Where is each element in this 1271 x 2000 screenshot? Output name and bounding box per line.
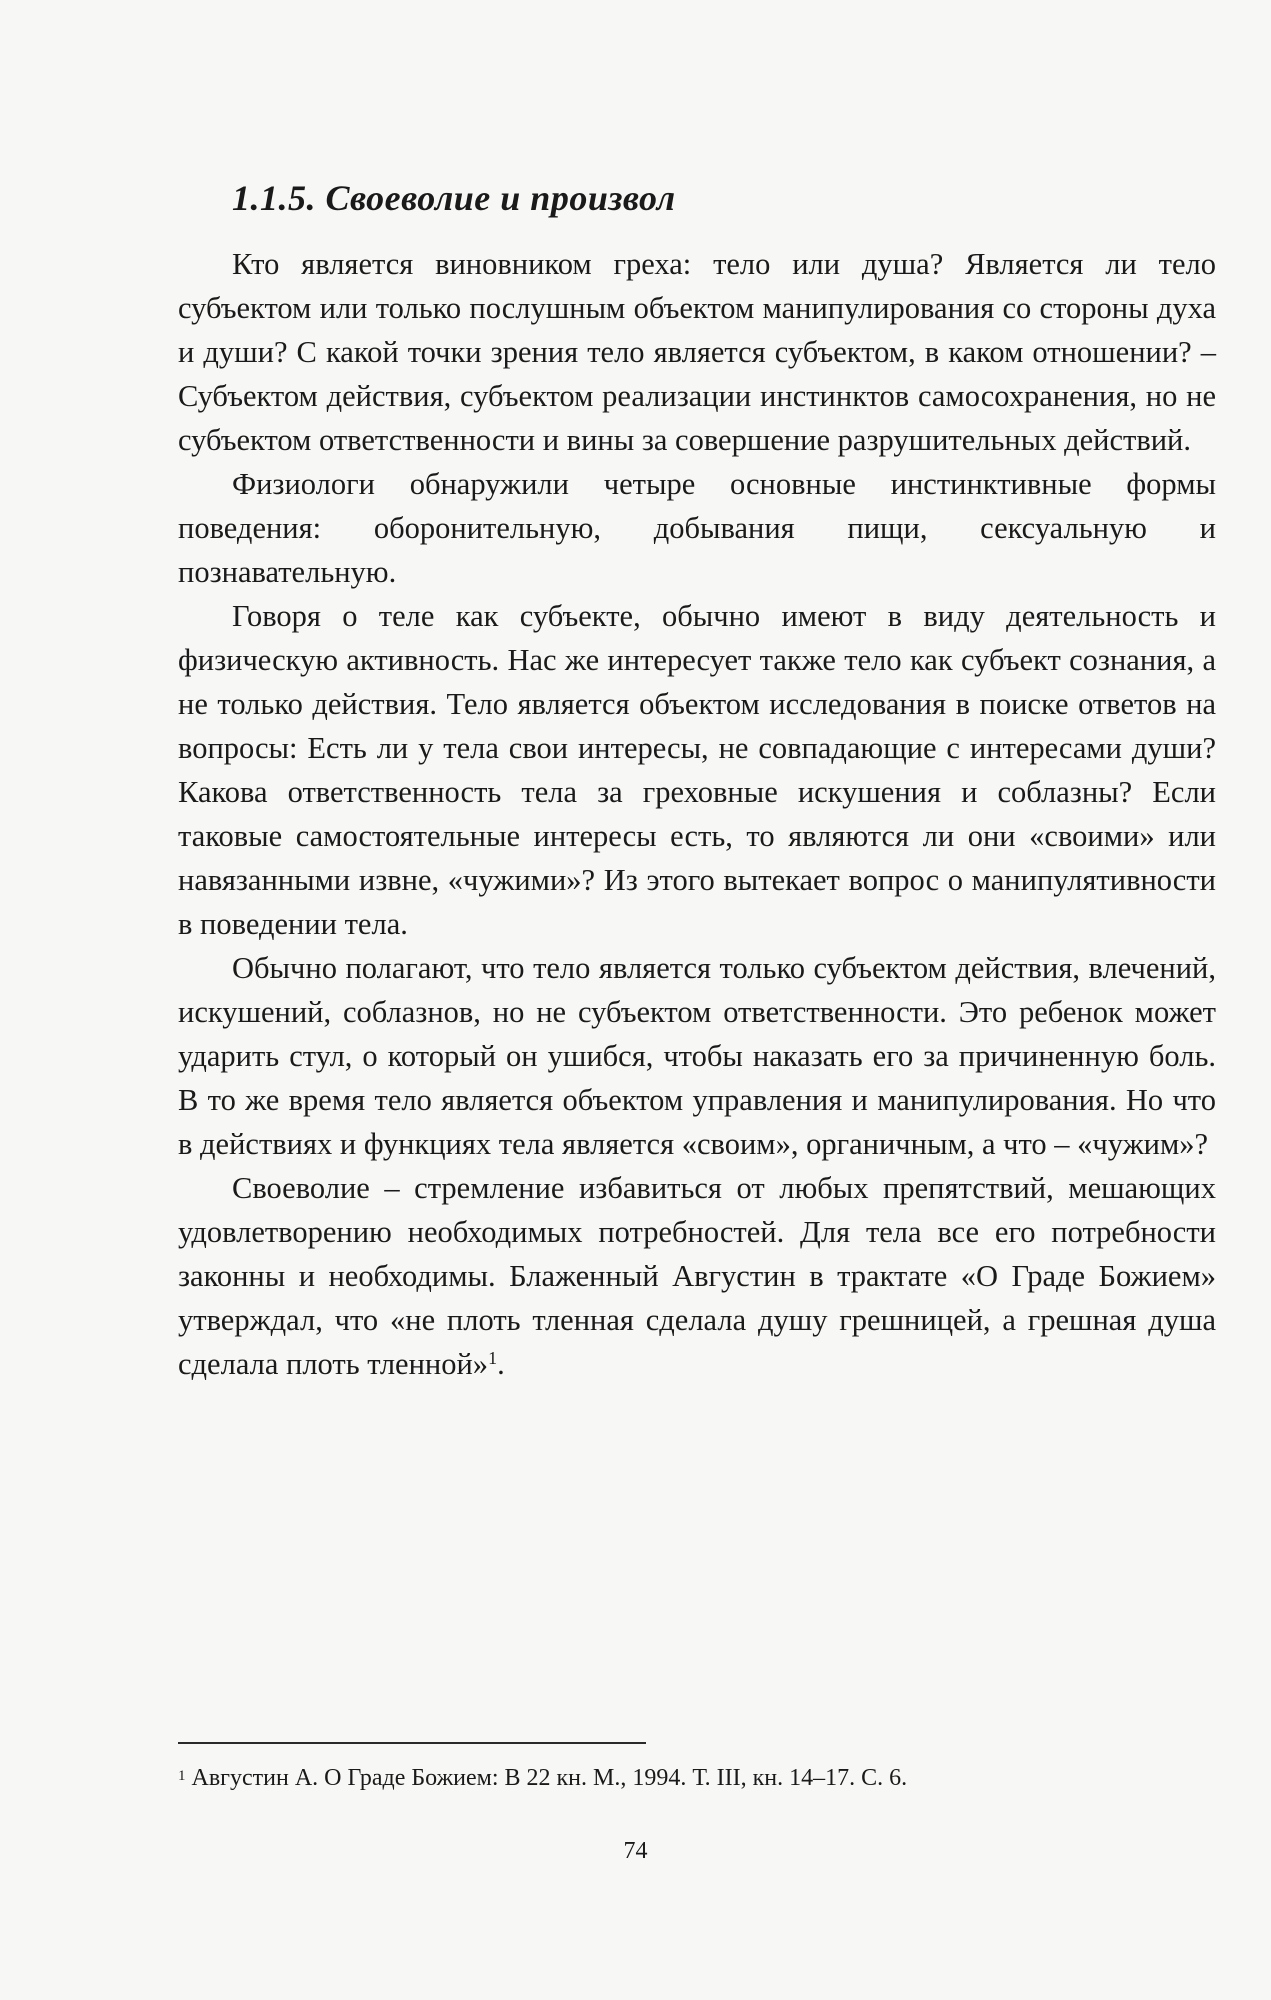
paragraph-2: Физиологи обнаружили четыре основные инстинктивные формы поведения: оборонительную, добывания пищи, сексуальную и познавательную. [178,467,1216,589]
paragraph-1: Кто является виновником греха: тело или душа? Является ли тело субъектом или только послушным объектом манипулирования со стороны духа и души? С какой точки зрения тело является субъектом, в каком отношении? – Субъектом действия, субъектом реализации инстинктов самосохранения, но не субъектом ответственности и вины за совершение разрушительных действий. [178,247,1216,457]
footnote-reference: 1 [488,1348,498,1368]
paragraph-5-text: Своеволие – стремление избавиться от любых препятствий, мешающих удовлетворению необходимых потребностей. Для тела все его потребности законны и необходимы. Блаженный Августин в трактате «О Граде Божием» утверждал, что «не плоть тленная сделала душу грешницей, а грешная душа сделала плоть тленной» [178,1171,1216,1381]
footnote [178,1762,1218,1794]
paragraph-4: Обычно полагают, что тело является только субъектом действия, влечений, искушений, соблазнов, но не субъектом ответственности. Это ребенок может ударить стул, о который он ушибся, чтобы наказать его за причиненную боль. В то же время тело является объектом управления и манипулирования. Но что в действиях и функциях тела является «своим», органичным, а что – «чужим»? [178,951,1216,1161]
body-text [178,242,1216,1386]
footnote-mark: 1 [178,1768,186,1784]
page-number: 74 [623,1838,648,1864]
footnote-text: Августин А. О Граде Божием: В 22 кн. М., 1994. Т. III, кн. 14–17. С. 6. [191,1765,908,1791]
paragraph-3: Говоря о теле как субъекте, обычно имеют в виду деятельность и физическую активность. Нас же интересует также тело как субъект сознания, а не только действия. Тело является объектом исследования в поиске ответов на вопросы: Есть ли у тела свои интересы, не совпадающие с интересами души? Какова ответственность тела за греховные искушения и соблазны? Если таковые самостоятельные интересы есть, то являются ли они «своими» или навязанными извне, «чужими»? Из этого вытекает вопрос о манипулятивности в поведении тела. [178,599,1216,941]
section-heading: 1.1.5. Своеволие и произвол [232,178,676,218]
paragraph-5: Своеволие – стремление избавиться от любых препятствий, мешающих удовлетворению необходимых потребностей. Для тела все его потребности законны и необходимы. Блаженный Августин в трактате «О Граде Божием» утверждал, что «не плоть тленная сделала душу грешницей, а грешная душа сделала плоть тленной»$^1$. [178,1171,1216,1381]
footnote-divider [178,1742,646,1744]
